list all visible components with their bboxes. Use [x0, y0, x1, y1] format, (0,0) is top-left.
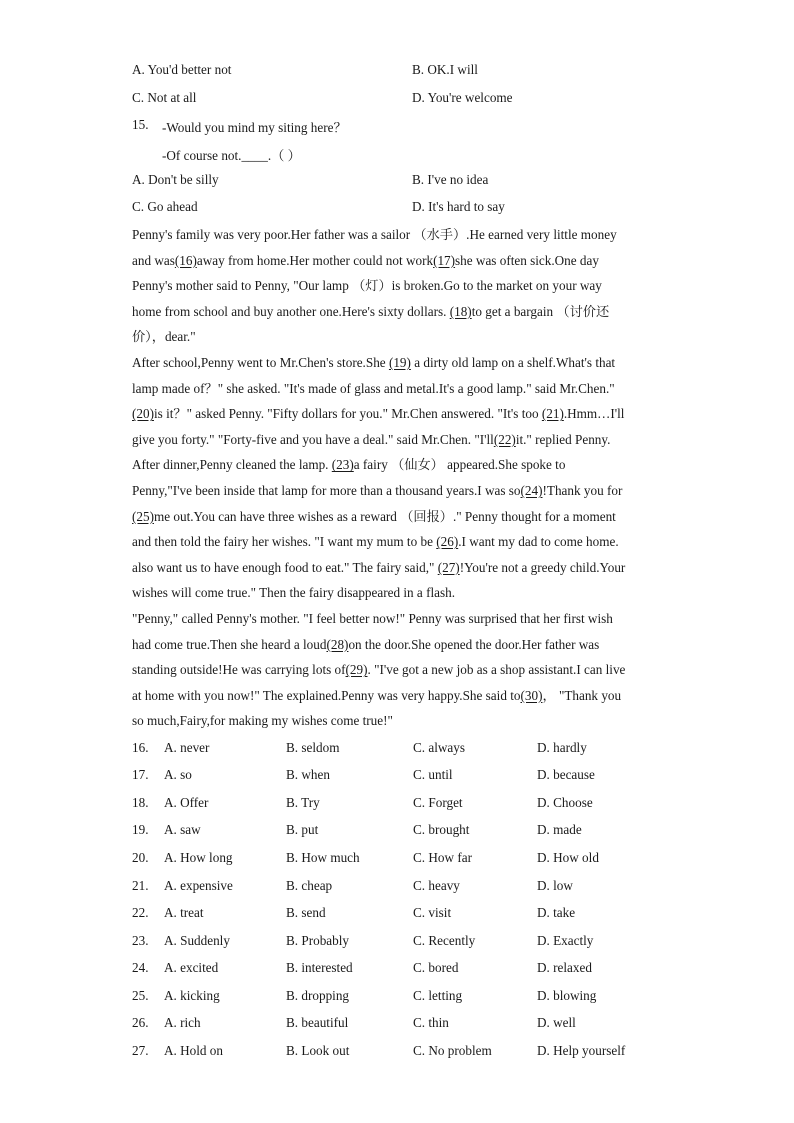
- passage-text: home from school and buy another one.Here's sixty dollars.: [132, 303, 450, 319]
- passage-text: "Penny," called Penny's mother. "I feel better now!" Penny was surprised that her first wish: [132, 610, 613, 626]
- option-a: A. saw: [164, 822, 201, 837]
- q14-option-d: D. You're welcome: [412, 90, 513, 105]
- passage-line: [132, 376, 667, 402]
- question-number: 19.: [132, 822, 149, 837]
- q15-number: 15.: [132, 117, 149, 132]
- passage-text: to get a bargain （讨价还: [471, 303, 610, 319]
- option-a: A. treat: [164, 905, 204, 920]
- blank-28: (28): [326, 636, 349, 652]
- passage-text: so much,Fairy,for making my wishes come true!": [132, 713, 393, 729]
- option-b: B. Try: [286, 795, 320, 810]
- blank-21: (21): [541, 406, 564, 422]
- option-b: B. Probably: [286, 933, 350, 948]
- passage-text: standing outside!He was carrying lots of: [132, 662, 346, 678]
- passage-line: [132, 452, 667, 478]
- option-a: A. rich: [164, 1015, 201, 1030]
- option-d: D. relaxed: [537, 960, 592, 975]
- option-a: A. never: [164, 740, 210, 755]
- question-number: 26.: [132, 1015, 149, 1030]
- option-c: C. visit: [413, 905, 452, 920]
- q15-option-d: D. It's hard to say: [412, 199, 505, 214]
- passage-line: [132, 299, 667, 325]
- cloze-passage: [132, 222, 667, 734]
- option-d: D. take: [537, 905, 576, 920]
- passage-text: also want us to have enough food to eat." The fairy said,": [132, 559, 438, 575]
- option-b: B. send: [286, 905, 326, 920]
- q15-answer: -Of course not.____.（ ）: [162, 148, 301, 163]
- q14-option-b: B. OK.I will: [412, 62, 478, 77]
- passage-text: had come true.Then she heard a loud: [132, 636, 327, 652]
- passage-text: ， "Thank you: [542, 687, 622, 703]
- option-c: C. Recently: [413, 933, 476, 948]
- blank-23: (23): [331, 457, 354, 473]
- passage-text: . "I've got a new job as a shop assistant.I can live: [367, 662, 626, 678]
- passage-text: !Thank you for: [542, 482, 623, 498]
- option-c: C. bored: [413, 960, 459, 975]
- option-d: D. Choose: [537, 795, 593, 810]
- option-b: B. How much: [286, 850, 360, 865]
- option-b: B. when: [286, 767, 330, 782]
- option-a: A. excited: [164, 960, 219, 975]
- blank-26: (26): [436, 534, 459, 550]
- q15-option-b: B. I've no idea: [412, 172, 489, 187]
- option-a: A. expensive: [164, 878, 233, 893]
- option-c: C. heavy: [413, 878, 460, 893]
- question-number: 27.: [132, 1043, 149, 1058]
- passage-text: give you forty." "Forty-five and you have a deal." said Mr.Chen. "I'll: [132, 431, 494, 447]
- question-number: 16.: [132, 740, 149, 755]
- passage-line: [132, 401, 667, 427]
- blank-29: (29): [345, 662, 368, 678]
- passage-text: on the door.She opened the door.Her father was: [348, 636, 600, 652]
- passage-line: [132, 350, 667, 376]
- passage-line: [132, 606, 667, 632]
- passage-text: is it？" asked Penny. "Fifty dollars for you." Mr.Chen answered. "It's too: [153, 406, 542, 422]
- question-number: 22.: [132, 905, 149, 920]
- passage-text: Penny's mother said to Penny, "Our lamp （灯）is broken.Go to the market on your way: [132, 278, 602, 294]
- option-c: C. brought: [413, 822, 470, 837]
- passage-text: Penny,"I've been inside that lamp for more than a thousand years.I was so: [132, 482, 521, 498]
- question-number: 23.: [132, 933, 149, 948]
- blank-20: (20): [132, 406, 154, 422]
- option-d: D. Help yourself: [537, 1043, 626, 1058]
- option-d: D. made: [537, 822, 582, 837]
- passage-text: 价），dear.": [132, 329, 196, 345]
- option-a: A. Hold on: [164, 1043, 223, 1058]
- question-number: 25.: [132, 988, 149, 1003]
- passage-line: [132, 248, 667, 274]
- option-c: C. Forget: [413, 795, 463, 810]
- option-a: A. How long: [164, 850, 233, 865]
- option-d: D. Exactly: [537, 933, 594, 948]
- passage-line: [132, 504, 667, 530]
- option-b: B. cheap: [286, 878, 333, 893]
- blank-30: (30): [520, 687, 543, 703]
- option-c: C. How far: [413, 850, 472, 865]
- blank-17: (17): [433, 252, 456, 268]
- question-number: 24.: [132, 960, 149, 975]
- passage-line: [132, 555, 667, 581]
- blank-24: (24): [520, 482, 543, 498]
- option-d: D. How old: [537, 850, 599, 865]
- option-d: D. low: [537, 878, 573, 893]
- option-b: B. put: [286, 822, 319, 837]
- passage-text: a fairy （仙女） appeared.She spoke to: [353, 457, 566, 473]
- passage-line: [132, 324, 667, 350]
- option-c: C. thin: [413, 1015, 449, 1030]
- option-a: A. Suddenly: [164, 933, 230, 948]
- option-b: B. dropping: [286, 988, 350, 1003]
- passage-text: After school,Penny went to Mr.Chen's store.She: [132, 354, 389, 370]
- q14-option-a: A. You'd better not: [132, 62, 232, 77]
- option-a: A. kicking: [164, 988, 220, 1003]
- option-a: A. Offer: [164, 795, 209, 810]
- q15-option-c: C. Go ahead: [132, 199, 198, 214]
- option-c: C. letting: [413, 988, 463, 1003]
- passage-line: [132, 529, 667, 555]
- question-number: 21.: [132, 878, 149, 893]
- blank-19: (19): [388, 354, 411, 370]
- q15-question: -Would you mind my siting here？: [162, 120, 347, 135]
- passage-text: !You're not a greedy child.Your: [459, 559, 626, 575]
- passage-text: Penny's family was very poor.Her father was a sailor （水手）.He earned very little money: [132, 227, 617, 242]
- passage-line: [132, 683, 667, 709]
- passage-text: lamp made of？" she asked. "It's made of glass and metal.It's a good lamp." said Mr.Chen.": [132, 380, 615, 396]
- passage-text: wishes will come true." Then the fairy disappeared in a flash.: [132, 585, 456, 601]
- passage-text: and then told the fairy her wishes. "I want my mum to be: [132, 534, 437, 550]
- blank-16: (16): [174, 252, 197, 268]
- option-d: D. hardly: [537, 740, 587, 755]
- passage-text: After dinner,Penny cleaned the lamp.: [132, 457, 332, 473]
- passage-text: a dirty old lamp on a shelf.What's that: [410, 354, 616, 370]
- option-d: D. blowing: [537, 988, 597, 1003]
- option-a: A. so: [164, 767, 192, 782]
- passage-text: me out.You can have three wishes as a reward （回报）." Penny thought for a moment: [153, 508, 616, 524]
- option-c: C. always: [413, 740, 466, 755]
- q15-option-a: A. Don't be silly: [132, 172, 219, 187]
- option-b: B. Look out: [286, 1043, 350, 1058]
- option-b: B. beautiful: [286, 1015, 349, 1030]
- passage-line: [132, 580, 667, 606]
- passage-line: [132, 222, 667, 248]
- passage-line: [132, 708, 667, 734]
- passage-text: at home with you now!" The explained.Penny was very happy.She said to: [132, 687, 521, 703]
- passage-line: [132, 657, 667, 683]
- q14-option-c: C. Not at all: [132, 90, 197, 105]
- passage-line: [132, 632, 667, 658]
- question-number: 20.: [132, 850, 149, 865]
- question-number: 18.: [132, 795, 149, 810]
- blank-25: (25): [132, 508, 154, 524]
- passage-text: .Hmm…I'll: [563, 406, 625, 422]
- blank-18: (18): [449, 303, 472, 319]
- passage-line: [132, 273, 667, 299]
- passage-line: [132, 427, 667, 453]
- passage-text: and was: [132, 252, 175, 268]
- passage-text: .I want my dad to come home.: [458, 534, 619, 550]
- passage-line: [132, 478, 667, 504]
- passage-text: away from home.Her mother could not work: [196, 252, 434, 268]
- passage-text: she was often sick.One day: [455, 252, 599, 268]
- passage-text: it." replied Penny.: [515, 431, 611, 447]
- option-c: C. No problem: [413, 1043, 492, 1058]
- blank-27: (27): [437, 559, 460, 575]
- option-d: D. well: [537, 1015, 576, 1030]
- option-b: B. seldom: [286, 740, 340, 755]
- option-c: C. until: [413, 767, 453, 782]
- option-d: D. because: [537, 767, 595, 782]
- question-number: 17.: [132, 767, 149, 782]
- blank-22: (22): [493, 431, 516, 447]
- option-b: B. interested: [286, 960, 353, 975]
